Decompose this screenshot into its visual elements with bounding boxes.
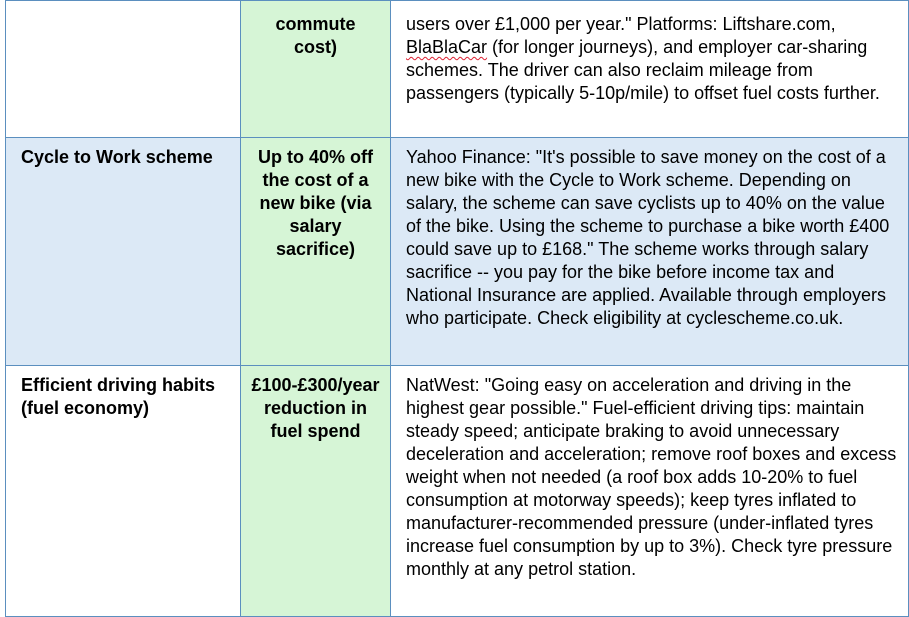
- description-cell: [391, 366, 909, 617]
- saving-cell: [241, 138, 391, 366]
- table-row: [6, 138, 909, 366]
- tip-name-cell: [6, 1, 241, 138]
- saving-cell: [241, 1, 391, 138]
- saving-text: commute cost): [275, 14, 356, 57]
- description-text: users over £1,000 per year." Platforms: Liftshare.com,: [406, 14, 836, 34]
- tip-name-cell: [6, 366, 241, 617]
- tip-name: Cycle to Work scheme: [21, 147, 213, 167]
- tip-name-cell: [6, 138, 241, 366]
- saving-text: Up to 40% off the cost of a new bike (via salary sacrifice): [258, 147, 373, 259]
- table-row: [6, 1, 909, 138]
- description-text: Yahoo Finance: "It's possible to save money on the cost of a new bike with the Cycle to Work scheme. Depending on salary, the scheme can save cyclists up to 40% on the value of the bike. Using the scheme to purchase a bike worth £400 could save up to £168." The scheme works through salary sacrifice -- you pay for the bike before income tax and National Insurance are applied. Available through employers who participate. Check eligibility at cyclescheme.co.uk.: [406, 147, 890, 328]
- description-text-continued: (for longer journeys), and employer car-sharing schemes. The driver can also reclaim mileage from passengers (typically 5-10p/mile) to offset fuel costs further.: [406, 37, 880, 103]
- table-row: [6, 366, 909, 617]
- description-cell: [391, 1, 909, 138]
- savings-table: [5, 0, 909, 617]
- saving-text: £100-£300/year reduction in fuel spend: [251, 375, 380, 441]
- description-text: NatWest: "Going easy on acceleration and driving in the highest gear possible." Fuel-efficient driving tips: maintain steady speed; anticipate braking to avoid unnecessary deceleration and acceleration; remove roof boxes and excess weight when not needed (a roof box adds 10-20% to fuel consumption at motorway speeds); keep tyres inflated to manufacturer-recommended pressure (under-inflated tyres increase fuel consumption by up to 3%). Check tyre pressure monthly at any petrol station.: [406, 375, 897, 579]
- tip-name: Efficient driving habits (fuel economy): [21, 375, 216, 418]
- spellcheck-word: BlaBlaCar: [406, 37, 488, 57]
- description-cell: [391, 138, 909, 366]
- saving-cell: [241, 366, 391, 617]
